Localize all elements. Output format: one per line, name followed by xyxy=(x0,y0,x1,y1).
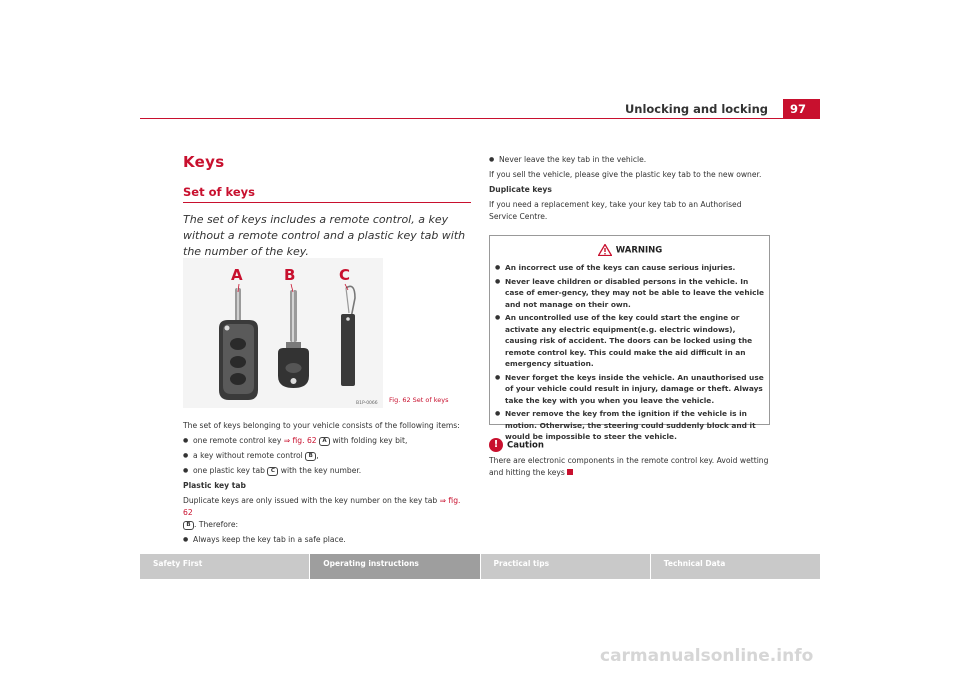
list-item: ● Always keep the key tab in a safe place. xyxy=(183,534,471,546)
key-badge-c: C xyxy=(267,467,278,476)
duplicate-keys-heading: Duplicate keys xyxy=(489,185,552,194)
warning-list xyxy=(495,262,765,443)
left-body xyxy=(183,420,471,549)
key-badge-a: A xyxy=(319,437,330,446)
duplicate-keys-text: If you need a replacement key, take your key tab to an Authorised Service Centre. xyxy=(489,200,742,221)
figure-label-b: B xyxy=(284,266,296,284)
remote-key-illustration xyxy=(219,288,258,400)
warning-box xyxy=(489,235,770,441)
footer-nav xyxy=(140,554,820,579)
footer-tab-practical-tips[interactable]: Practical tips xyxy=(481,554,650,579)
right-body xyxy=(489,154,770,226)
footer-tab-safety-first[interactable]: Safety First xyxy=(140,554,309,579)
section-end-marker xyxy=(567,469,573,475)
intro-text: The set of keys includes a remote control, a key without a remote control and a plastic key tab with the number of the key. xyxy=(183,213,466,258)
figure-code: B1P-0066 xyxy=(356,401,378,406)
caution-exclamation-icon: ! xyxy=(489,438,503,452)
key-badge-b: B xyxy=(305,452,316,461)
list-item: ● Never leave the key tab in the vehicle. xyxy=(489,154,770,166)
warning-header xyxy=(495,244,765,256)
list-item: ● a key without remote control B , xyxy=(183,450,471,462)
warning-triangle-icon xyxy=(598,244,612,256)
keys-illustration xyxy=(183,258,383,408)
caution-block xyxy=(489,438,770,479)
sell-text: If you sell the vehicle, please give the plastic key tab to the new owner. xyxy=(489,170,762,179)
figure-reference-link[interactable]: ⇒ fig. 62 xyxy=(183,496,461,517)
warning-item: ● An incorrect use of the keys can cause serious injuries. xyxy=(495,262,765,274)
key-badge-b: B xyxy=(183,521,194,530)
keys-figure xyxy=(183,258,383,408)
warning-item: ● Never remove the key from the ignition if the vehicle is in motion. Otherwise, the steering could suddenly block and it would be impossible to steer the vehicle. xyxy=(495,408,765,443)
figure-label-a: A xyxy=(231,266,243,284)
list-item: ● one plastic key tab C with the key number. xyxy=(183,465,471,477)
figure-labels xyxy=(231,266,350,284)
watermark: carmanualsonline.info xyxy=(600,646,814,666)
footer-tab-operating-instructions[interactable]: Operating instructions xyxy=(310,554,479,579)
figure-label-c: C xyxy=(339,266,351,284)
warning-item: ● Never forget the keys inside the vehicle. An unauthorised use of your vehicle could result in injury, damage or theft. Always take the key with you when you leave the vehicle. xyxy=(495,372,765,407)
warning-item: ● Never leave children or disabled persons in the vehicle. In case of emer-gency, they may not be able to leave the vehicle and not manage on their own. xyxy=(495,276,765,311)
page-number: 97 xyxy=(783,99,820,119)
plastic-tab-illustration xyxy=(341,286,355,386)
section-heading-block xyxy=(183,153,471,260)
caution-title: Caution xyxy=(507,440,544,451)
plastic-tab-heading: Plastic key tab xyxy=(183,481,246,490)
warning-title: WARNING xyxy=(615,245,663,256)
plastic-tab-text: Duplicate keys are only issued with the key number on the key tab ⇒ fig. 62 B . Therefore: xyxy=(183,496,461,529)
subsection-title: Set of keys xyxy=(183,185,471,203)
footer-tab-technical-data[interactable]: Technical Data xyxy=(651,554,820,579)
caution-text: There are electronic components in the remote control key. Avoid wetting and hitting the keys xyxy=(489,456,769,477)
caution-header xyxy=(489,438,770,452)
figure-caption: Fig. 62 Set of keys xyxy=(389,396,449,404)
header-rule xyxy=(140,118,820,119)
section-title: Keys xyxy=(183,153,225,171)
figure-reference-link[interactable]: ⇒ fig. 62 xyxy=(283,436,317,445)
plain-key-illustration xyxy=(278,290,309,388)
list-item: ● one remote control key ⇒ fig. 62 A with folding key bit, xyxy=(183,435,471,447)
items-lead: The set of keys belonging to your vehicle consists of the following items: xyxy=(183,421,460,430)
page-header-title: Unlocking and locking xyxy=(624,102,768,116)
warning-item: ● An uncontrolled use of the key could start the engine or activate any electric equipment(e.g. electric windows), causing risk of accident. The doors can be locked using the remote control key. This could make the aid difficult in an emergency situation. xyxy=(495,312,765,370)
